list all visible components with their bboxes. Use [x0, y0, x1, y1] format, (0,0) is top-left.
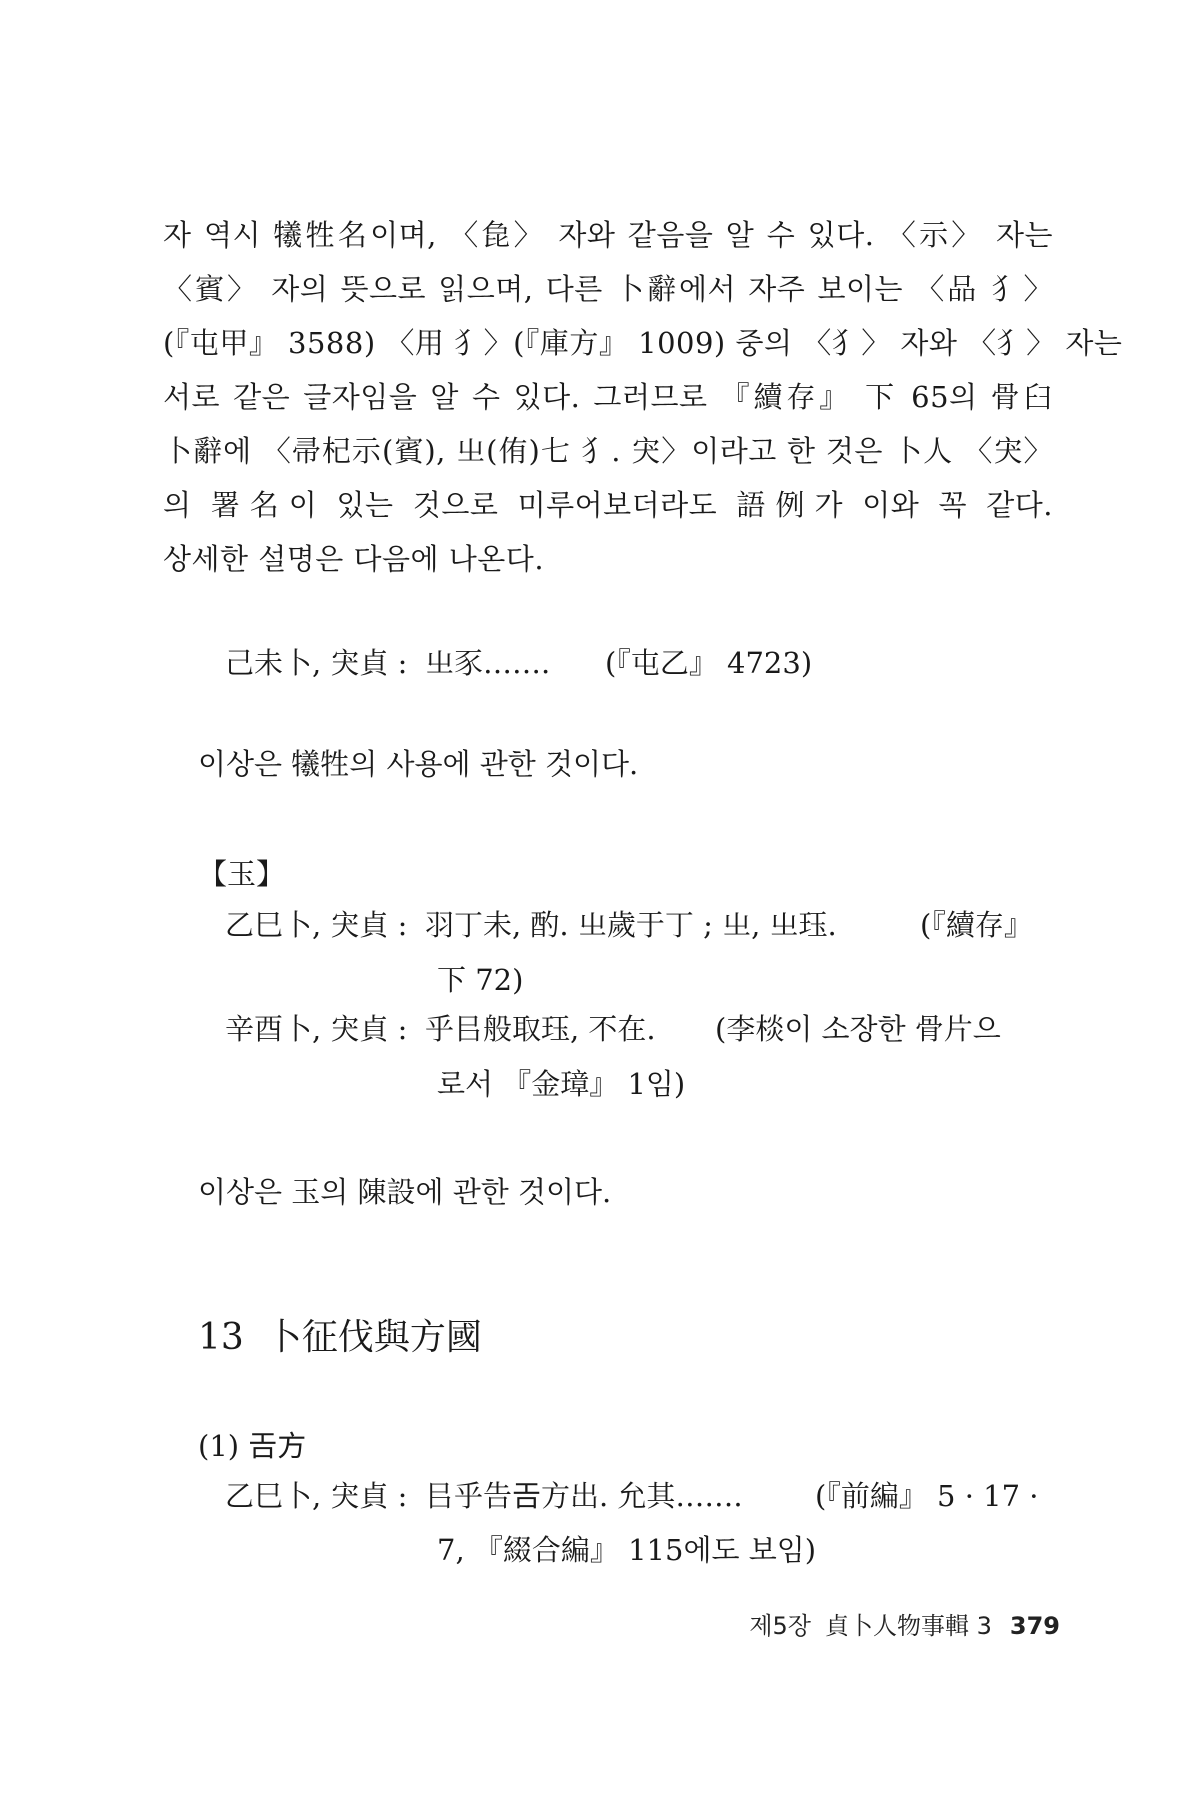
- paragraph-line: 卜辭에 〈帚杞示(賓), 㞢(侑)七 ⺨. 宊〉이라고 한 것은 卜人 〈宊〉: [163, 434, 1053, 468]
- paragraph-line: (『屯甲』 3588) 〈用 ⺨〉(『庫方』 1009) 중의 〈⺨〉 자와 〈⺨〉 자는: [163, 326, 1123, 360]
- example-source: (『續存』: [920, 908, 1033, 942]
- example-text: 乎㠯般取珏, 不在.: [425, 1012, 656, 1046]
- example-text: 㞢豕…….: [425, 646, 551, 680]
- example-source: (李棪이 소장한 骨片으: [715, 1012, 1001, 1046]
- section-number: 13: [198, 1317, 244, 1358]
- example-source-continuation: 7, 『綴合編』 115에도 보임): [437, 1533, 817, 1567]
- example-text: 羽丁未, 酌. 㞢歲于丁 ; 㞢, 㞢珏.: [425, 908, 837, 942]
- example-diviner: 己未卜, 宊貞 :: [225, 646, 408, 680]
- paragraph-line: 상세한 설명은 다음에 나온다.: [163, 542, 545, 576]
- oracle-example: [225, 1469, 1038, 1523]
- intro-paragraph: [163, 208, 1123, 586]
- paragraph-line: 의 署名이 있는 것으로 미루어보더라도 語例가 이와 꼭 같다.: [163, 488, 1053, 522]
- running-footer: [749, 1606, 1060, 1641]
- summary-text: 이상은 犧牲의 사용에 관한 것이다.: [198, 747, 639, 781]
- example-source: (『前編』 5 · 17 ·: [815, 1479, 1039, 1513]
- example-text: 㠯乎告𢀛方出. 允其…….: [425, 1479, 743, 1513]
- oracle-example: [225, 636, 812, 690]
- example-diviner: 乙巳卜, 宊貞 :: [225, 908, 408, 942]
- chapter-title: 貞卜人物事輯 3: [824, 1612, 992, 1640]
- summary-text: 이상은 玉의 陳設에 관한 것이다.: [198, 1175, 612, 1209]
- subsection-heading: (1) 𢀛方: [198, 1429, 307, 1463]
- oracle-example: [225, 898, 1033, 952]
- page-number: 379: [1009, 1612, 1060, 1640]
- example-diviner: 乙巳卜, 宊貞 :: [225, 1479, 408, 1513]
- example-diviner: 辛酉卜, 宊貞 :: [225, 1012, 408, 1046]
- oracle-example: [225, 1002, 1001, 1056]
- subsection-heading: 【玉】: [198, 857, 286, 891]
- example-source-continuation: 로서 『金璋』 1임): [437, 1067, 686, 1101]
- section-title: [198, 1313, 482, 1363]
- paragraph-line: 서로 같은 글자임을 알 수 있다. 그러므로 『續存』 下 65의 骨臼: [163, 380, 1053, 414]
- paragraph-line: 자 역시 犧牲名이며, 〈㲋〉 자와 같음을 알 수 있다. 〈示〉 자는: [163, 218, 1053, 252]
- paragraph-line: 〈賓〉 자의 뜻으로 읽으며, 다른 卜辭에서 자주 보이는 〈品 ⺨〉: [163, 272, 1053, 306]
- example-source-continuation: 下 72): [437, 963, 524, 997]
- example-source: (『屯乙』 4723): [605, 646, 813, 680]
- chapter-label: 제5장: [749, 1612, 811, 1640]
- section-title-text: 卜征伐與方國: [265, 1317, 482, 1358]
